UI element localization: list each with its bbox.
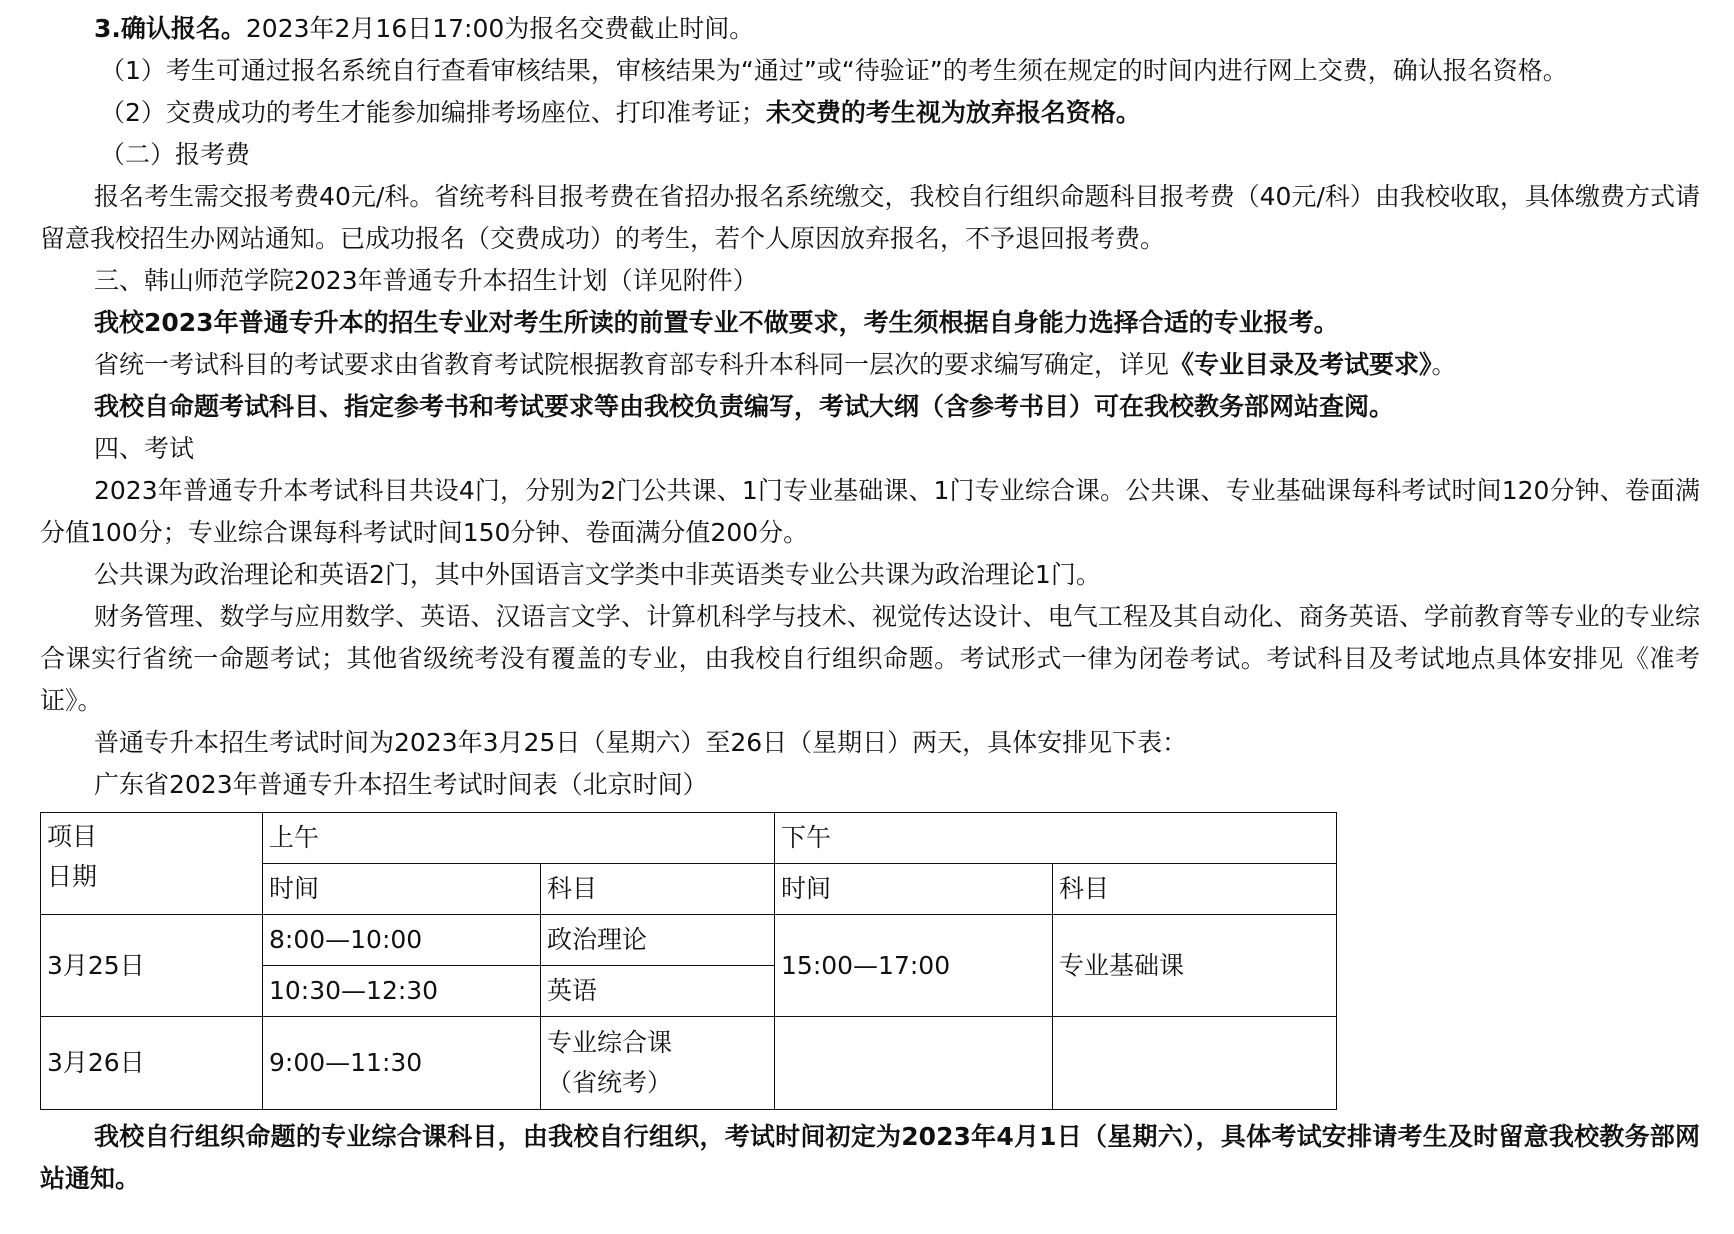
table-row (41, 813, 1337, 864)
heading-exam: 四、考试 (94, 434, 195, 463)
paragraph-exam-subjects: 2023年普通专升本考试科目共设4门，分别为2门公共课、1门专业基础课、1门专业综合课。公共课、专业基础课每科考试时间120分钟、卷面满分值100分；专业综合课每科考试时间150分钟、卷面满分值200分。 (40, 476, 1700, 547)
morning-header: 上午 (263, 813, 775, 864)
time-cell: 8:00—10:00 (263, 915, 541, 966)
table-row (41, 915, 1337, 966)
table-row (41, 1017, 1337, 1110)
date-cell-mar26: 3月26日 (41, 1017, 263, 1110)
heading-enrollment-plan: 三、韩山师范学院2023年普通专升本招生计划（详见附件） (94, 266, 758, 295)
subject-header-am: 科目 (541, 864, 775, 915)
afternoon-header: 下午 (775, 813, 1337, 864)
corner-header-cell: 项目 日期 (41, 813, 263, 915)
date-cell-mar25: 3月25日 (41, 915, 263, 1017)
paragraph-exam-dates: 普通专升本招生考试时间为2023年3月25日（星期六）至26日（星期日）两天，具体安排见下表： (94, 728, 1188, 757)
paragraph-payment-success: （2）交费成功的考生才能参加编排考场座位、打印准考证；未交费的考生视为放弃报名资格。 (100, 98, 1141, 127)
empty-cell (775, 1017, 1053, 1110)
time-cell: 10:30—12:30 (263, 966, 541, 1017)
heading-exam-fee: （二）报考费 (100, 140, 251, 169)
time-header-pm: 时间 (775, 864, 1053, 915)
time-cell: 9:00—11:30 (263, 1017, 541, 1110)
paragraph-exam-requirements: 省统一考试科目的考试要求由省教育考试院根据教育部专科升本科同一层次的要求编写确定，详见《专业目录及考试要求》。 (94, 350, 1457, 379)
paragraph-major-courses: 财务管理、数学与应用数学、英语、汉语言文学、计算机科学与技术、视觉传达设计、电气工程及其自动化、商务英语、学前教育等专业的专业综合课实行省统一命题考试；其他省级统考没有覆盖的专业，由我校自行组织命题。考试形式一律为闭卷考试。考试科目及考试地点具体安排见《准考证》。 (40, 602, 1700, 715)
paragraph-footer-note: 我校自行组织命题的专业综合课科目，由我校自行组织，考试时间初定为2023年4月1日（星期六），具体考试安排请考生及时留意我校教务部网站通知。 (40, 1122, 1700, 1193)
paragraph-confirm-registration: 3.确认报名。2023年2月16日17:00为报名交费截止时间。 (94, 14, 755, 43)
paragraph-public-courses: 公共课为政治理论和英语2门，其中外国语言文学类中非英语类专业公共课为政治理论1门。 (94, 560, 1101, 589)
paragraph-review-result: （1）考生可通过报名系统自行查看审核结果，审核结果为“通过”或“待验证”的考生须在规定的时间内进行网上交费，确认报名资格。 (100, 56, 1568, 85)
subject-cell: 专业基础课 (1053, 915, 1337, 1017)
section-heading-confirm: 3.确认报名。 (94, 14, 246, 43)
subject-header-pm: 科目 (1053, 864, 1337, 915)
time-cell: 15:00—17:00 (775, 915, 1053, 1017)
table-caption: 广东省2023年普通专升本招生考试时间表（北京时间） (94, 770, 708, 799)
paragraph-exam-fee: 报名考生需交报考费40元/科。省统考科目报考费在省招办报名系统缴交，我校自行组织命题科目报考费（40元/科）由我校收取，具体缴费方式请留意我校招生办网站通知。已成功报名（交费成功）的考生，若个人原因放弃报名，不予退回报考费。 (40, 182, 1700, 253)
exam-schedule-table (40, 812, 1337, 1110)
subject-cell: 政治理论 (541, 915, 775, 966)
subject-cell: 专业综合课 （省统考） (541, 1017, 775, 1110)
bold-warning: 未交费的考生视为放弃报名资格。 (765, 98, 1141, 127)
subject-cell: 英语 (541, 966, 775, 1017)
empty-cell (1053, 1017, 1337, 1110)
bold-catalog-title: 《专业目录及考试要求》 (1169, 350, 1432, 379)
document-body (40, 8, 1700, 1200)
paragraph-major-requirement: 我校2023年普通专升本的招生专业对考生所读的前置专业不做要求，考生须根据自身能力选择合适的专业报考。 (94, 308, 1339, 337)
paragraph-self-proposed-subjects: 我校自命题考试科目、指定参考书和考试要求等由我校负责编写，考试大纲（含参考书目）可在我校教务部网站查阅。 (94, 392, 1395, 421)
time-header-am: 时间 (263, 864, 541, 915)
